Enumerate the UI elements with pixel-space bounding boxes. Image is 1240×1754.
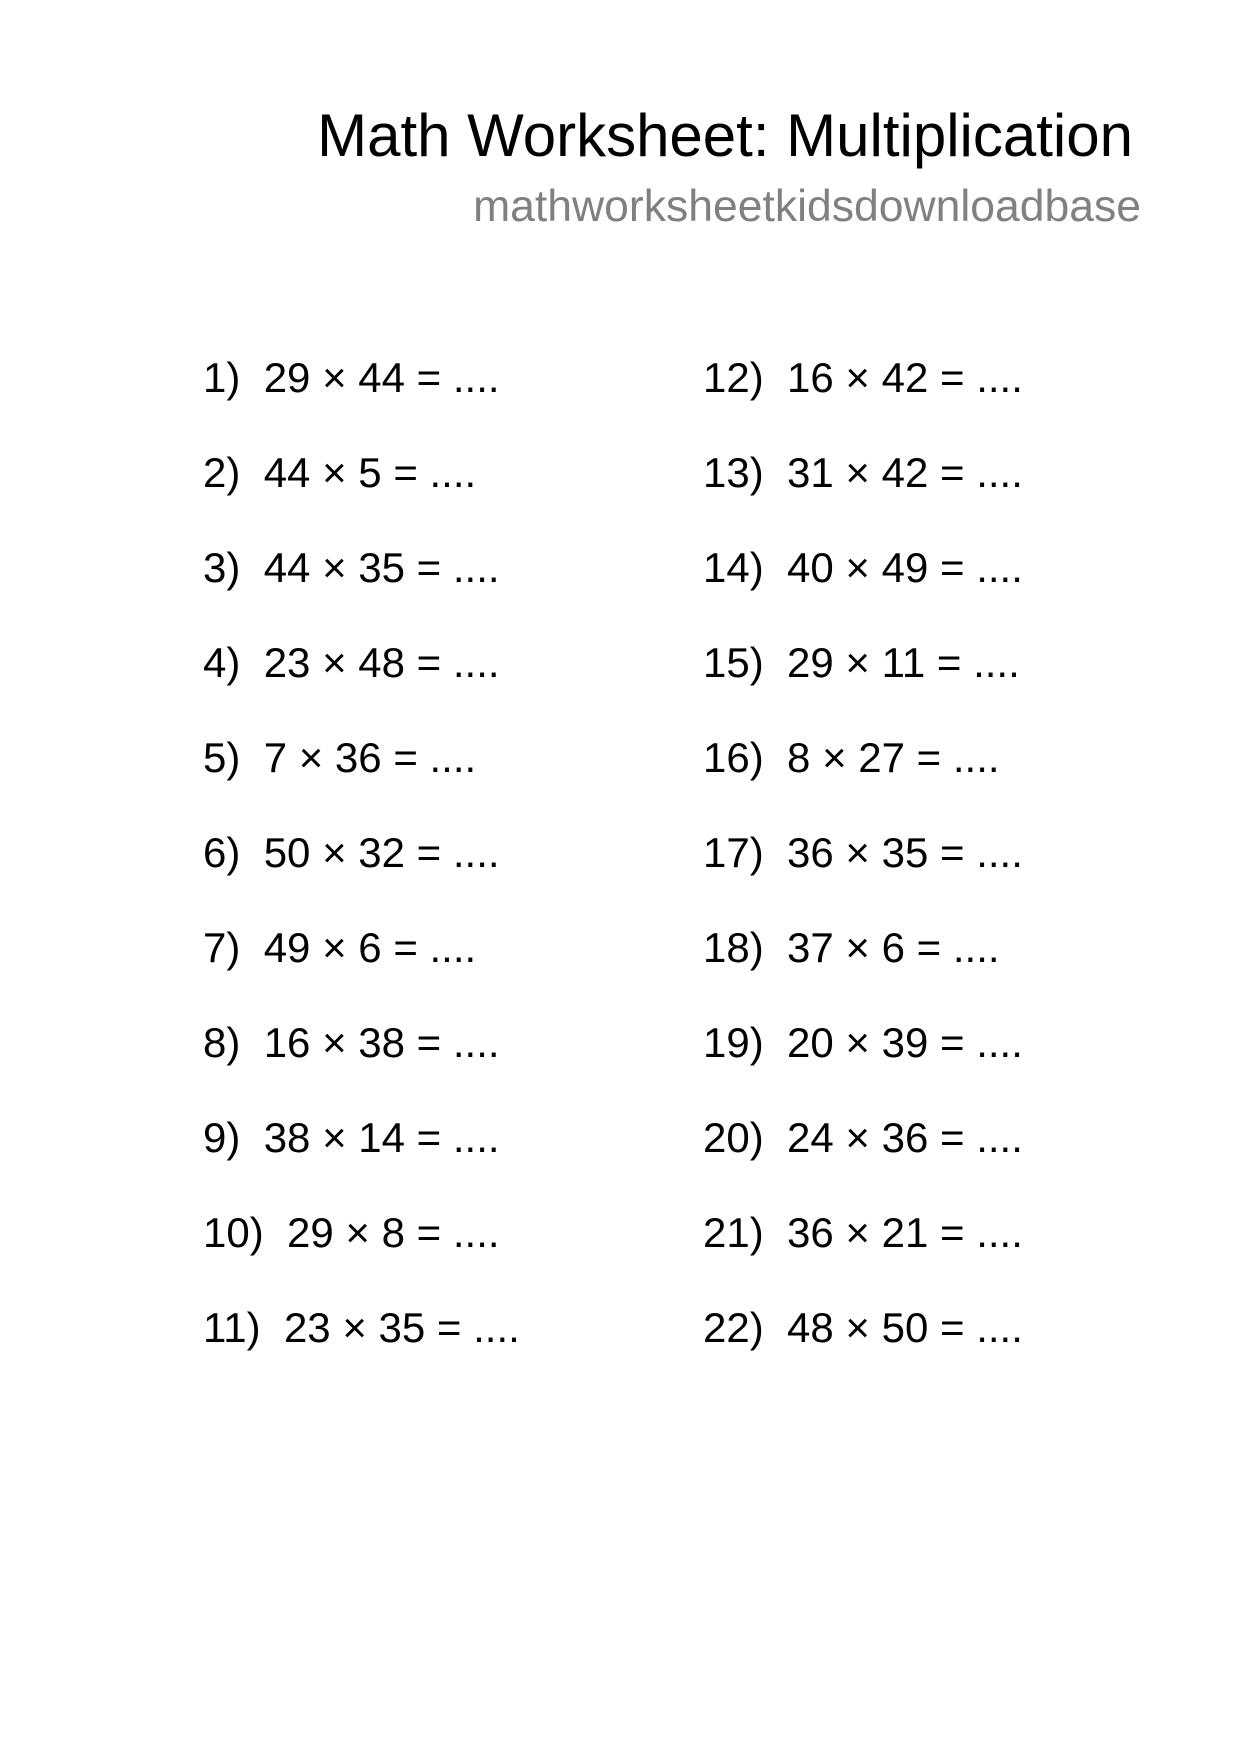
problem-number: 22) bbox=[703, 1304, 764, 1351]
problem-item bbox=[703, 805, 1023, 900]
problem-expression: 8 × 27 = .... bbox=[787, 734, 1000, 781]
problem-number: 4) bbox=[203, 639, 241, 686]
problem-expression: 49 × 6 = .... bbox=[263, 924, 477, 971]
problem-expression: 29 × 8 = .... bbox=[287, 1209, 500, 1256]
problem-item bbox=[703, 425, 1023, 520]
problem-expression: 36 × 35 = .... bbox=[787, 829, 1023, 876]
problem-item bbox=[203, 805, 520, 900]
problem-item bbox=[703, 520, 1023, 615]
problem-number: 12) bbox=[703, 354, 764, 401]
problem-expression: 36 × 21 = .... bbox=[787, 1209, 1023, 1256]
problem-number: 1) bbox=[203, 354, 241, 401]
problem-item bbox=[703, 1280, 1023, 1375]
problem-number: 8) bbox=[203, 1019, 241, 1066]
problem-expression: 37 × 6 = .... bbox=[787, 924, 1000, 971]
problem-item bbox=[203, 710, 520, 805]
problem-expression: 7 × 36 = .... bbox=[263, 734, 477, 781]
problems-column-right bbox=[703, 330, 1023, 1375]
problem-expression: 29 × 11 = .... bbox=[787, 639, 1020, 686]
problem-expression: 48 × 50 = .... bbox=[787, 1304, 1023, 1351]
problem-item bbox=[203, 995, 520, 1090]
problem-number: 13) bbox=[703, 449, 764, 496]
problem-number: 3) bbox=[203, 544, 241, 591]
problem-expression: 29 × 44 = .... bbox=[263, 354, 500, 401]
problem-number: 16) bbox=[703, 734, 764, 781]
problem-item bbox=[703, 615, 1023, 710]
problem-number: 10) bbox=[203, 1209, 264, 1256]
problem-number: 11) bbox=[203, 1304, 261, 1351]
problem-expression: 50 × 32 = .... bbox=[263, 829, 500, 876]
worksheet-source-label: mathworksheetkidsdownloadbase bbox=[473, 182, 1141, 231]
problem-expression: 16 × 38 = .... bbox=[263, 1019, 500, 1066]
problem-item bbox=[203, 1280, 520, 1375]
problem-number: 17) bbox=[703, 829, 764, 876]
problem-number: 18) bbox=[703, 924, 764, 971]
problem-number: 20) bbox=[703, 1114, 764, 1161]
problems-column-left bbox=[203, 330, 520, 1375]
problem-number: 2) bbox=[203, 449, 241, 496]
problem-number: 9) bbox=[203, 1114, 241, 1161]
problem-expression: 23 × 48 = .... bbox=[263, 639, 500, 686]
problem-expression: 23 × 35 = .... bbox=[283, 1304, 520, 1351]
problem-expression: 20 × 39 = .... bbox=[787, 1019, 1023, 1066]
problem-item bbox=[203, 330, 520, 425]
problem-item bbox=[203, 1185, 520, 1280]
problem-expression: 24 × 36 = .... bbox=[787, 1114, 1023, 1161]
problem-number: 14) bbox=[703, 544, 764, 591]
problem-item bbox=[703, 1185, 1023, 1280]
problem-expression: 44 × 5 = .... bbox=[263, 449, 477, 496]
problem-item bbox=[703, 1090, 1023, 1185]
problem-expression: 16 × 42 = .... bbox=[787, 354, 1023, 401]
problem-item bbox=[203, 615, 520, 710]
problem-expression: 40 × 49 = .... bbox=[787, 544, 1023, 591]
problem-number: 6) bbox=[203, 829, 241, 876]
problem-number: 15) bbox=[703, 639, 764, 686]
problem-item bbox=[703, 330, 1023, 425]
problem-item bbox=[203, 900, 520, 995]
problem-expression: 31 × 42 = .... bbox=[787, 449, 1023, 496]
problem-item bbox=[203, 1090, 520, 1185]
problem-item bbox=[703, 900, 1023, 995]
problem-item bbox=[703, 995, 1023, 1090]
problem-number: 7) bbox=[203, 924, 241, 971]
problem-number: 5) bbox=[203, 734, 241, 781]
problem-number: 21) bbox=[703, 1209, 764, 1256]
problem-item bbox=[203, 520, 520, 615]
problem-number: 19) bbox=[703, 1019, 764, 1066]
problem-expression: 44 × 35 = .... bbox=[263, 544, 500, 591]
problem-expression: 38 × 14 = .... bbox=[263, 1114, 500, 1161]
problem-item bbox=[203, 425, 520, 520]
worksheet-title: Math Worksheet: Multiplication bbox=[317, 102, 1133, 169]
problem-item bbox=[703, 710, 1023, 805]
